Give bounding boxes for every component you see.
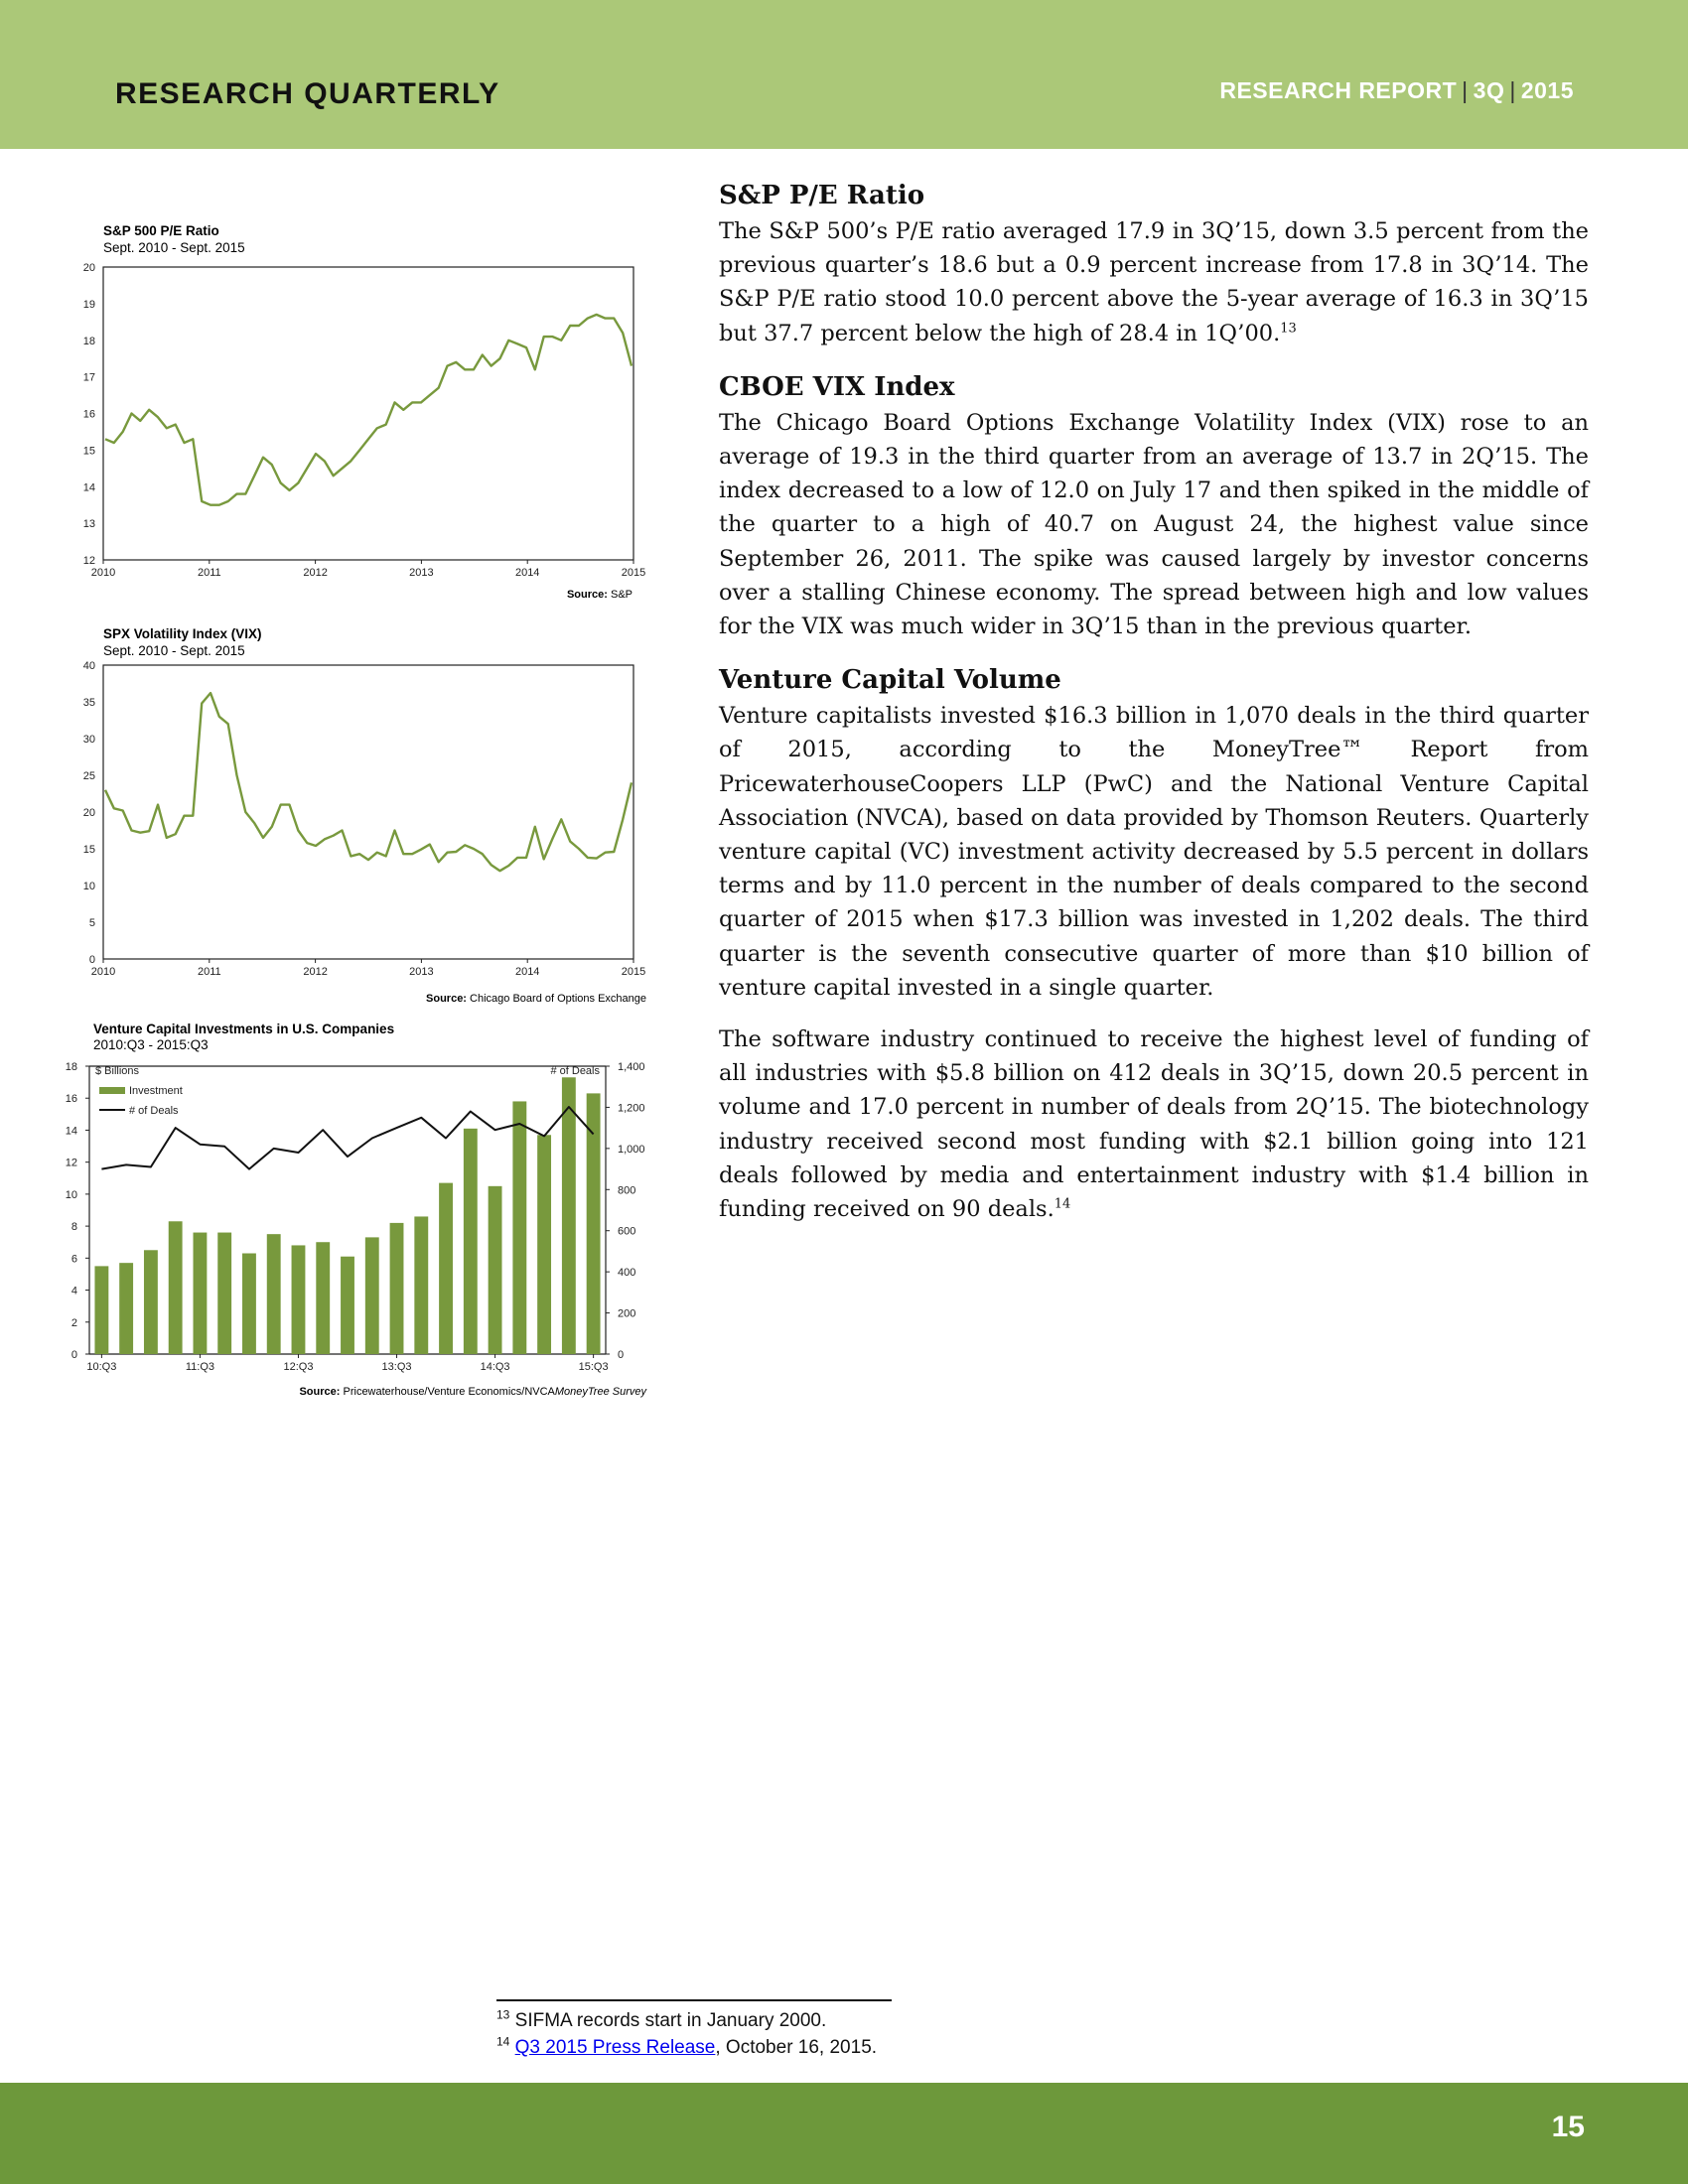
x-tick-label: 14:Q3 xyxy=(480,1361,510,1373)
legend-investment-label: Investment xyxy=(129,1085,183,1097)
investment-bar xyxy=(267,1234,281,1354)
y-tick-label: 14 xyxy=(65,1125,77,1138)
y-tick-label: 18 xyxy=(82,335,95,347)
pe-ratio-paragraph xyxy=(719,214,1589,350)
y-tick-label: 35 xyxy=(82,697,95,709)
chart-subtitle: 2010:Q3 - 2015:Q3 xyxy=(93,1037,209,1052)
legend-investment-swatch xyxy=(99,1087,125,1094)
vix-chart xyxy=(70,619,665,1007)
report-name: RESEARCH REPORT xyxy=(1219,77,1458,103)
venture-capital-paragraph-2 xyxy=(719,1023,1589,1226)
chart-source xyxy=(299,1386,647,1398)
x-tick-label: 2010 xyxy=(90,966,116,978)
legend-deals-label: # of Deals xyxy=(129,1105,179,1117)
y-tick-label: 10 xyxy=(65,1188,77,1201)
investment-bar xyxy=(439,1183,453,1354)
investment-bar xyxy=(489,1186,502,1354)
venture-capital-heading: Venture Capital Volume xyxy=(719,665,1061,696)
y-tick-label: 18 xyxy=(65,1061,77,1073)
investment-bar xyxy=(119,1263,133,1354)
x-tick-label: 12:Q3 xyxy=(283,1361,314,1373)
x-tick-label: 2014 xyxy=(514,567,540,579)
y-tick-label: 14 xyxy=(82,481,95,494)
page-footer xyxy=(0,2083,1688,2184)
y-tick-label: 40 xyxy=(82,660,95,672)
x-tick-label: 2012 xyxy=(303,567,328,579)
footnote-text: , October 16, 2015. xyxy=(715,2037,878,2058)
investment-bar xyxy=(512,1101,526,1354)
publication-title: RESEARCH QUARTERLY xyxy=(115,77,500,110)
chart-subtitle: Sept. 2010 - Sept. 2015 xyxy=(103,643,245,658)
venture-capital-text-2: The software industry continued to receive the highest level of funding of all industries with $5.8 billion on 412 deals in 3Q’15, down 20.5 percent in volume and 17.0 percent in number of deals from 2Q’15. The biotechnology industry received second most funding with $2.1 billion going into 121 deals followed by media and entertainment industry with $1.4 billion in funding received on 90 deals. xyxy=(719,1026,1589,1223)
chart-subtitle: Sept. 2010 - Sept. 2015 xyxy=(103,240,245,255)
y2-tick-label: 200 xyxy=(618,1307,636,1320)
investment-bar xyxy=(292,1245,306,1354)
source-text: S&P xyxy=(610,589,633,601)
x-tick-label: 2010 xyxy=(90,567,116,579)
y-tick-label: 10 xyxy=(82,881,95,892)
y-tick-label: 13 xyxy=(82,518,95,531)
x-tick-label: 2011 xyxy=(197,966,221,978)
venture-capital-chart-svg xyxy=(65,1017,665,1404)
footnote-13 xyxy=(496,2007,877,2034)
footnote-number: 14 xyxy=(496,2034,510,2049)
source-text: Pricewaterhouse/Venture Economics/NVCA xyxy=(343,1386,555,1398)
vix-heading: CBOE VIX Index xyxy=(719,371,955,402)
footnote-ref-14: 14 xyxy=(1054,1196,1071,1212)
y-tick-label: 0 xyxy=(70,1349,77,1361)
pe-ratio-text: The S&P 500’s P/E ratio averaged 17.9 in 3Q’15, down 3.5 percent from the previous quarter’s 18.6 but a 0.9 percent increase from 17.8 in 3Q’14. The S&P P/E ratio stood 10.0 percent above the 5-year average of 16.3 in 3Q’15 but 37.7 percent below the high of 28.4 in 1Q’00. xyxy=(719,218,1589,346)
page-header xyxy=(0,0,1688,149)
venture-capital-paragraph-1: Venture capitalists invested $16.3 billion in 1,070 deals in the third quarter of 2015, according to the MoneyTree™ Report from PricewaterhouseCoopers LLP (PwC) and the National Venture Capital Association (NVCA), based on data provided by Thomson Reuters. Quarterly venture capital (VC) investment activity decreased by 5.5 percent in dollars terms and by 11.0 percent in the number of deals compared to the second quarter of 2015 when $17.3 billion was invested in 1,202 deals. The third quarter is the seventh consecutive quarter of more than $10 billion of venture capital invested in a single quarter. xyxy=(719,703,1589,1001)
y-tick-label: 15 xyxy=(82,445,95,458)
investment-bar xyxy=(94,1266,108,1354)
y2-tick-label: 400 xyxy=(618,1267,636,1280)
y-tick-label: 20 xyxy=(82,807,95,819)
investment-bar xyxy=(169,1221,183,1354)
x-tick-label: 2015 xyxy=(621,966,646,978)
press-release-link[interactable]: Q3 2015 Press Release xyxy=(514,2037,716,2058)
y-tick-label: 8 xyxy=(70,1221,77,1234)
source-label: Source: xyxy=(426,993,467,1005)
y2-tick-label: 0 xyxy=(618,1349,625,1361)
y2-tick-label: 1,400 xyxy=(618,1061,645,1073)
pe-ratio-chart-svg xyxy=(70,220,665,608)
source-italic-text: MoneyTree Survey xyxy=(554,1386,646,1398)
x-tick-label: 11:Q3 xyxy=(185,1361,215,1373)
investment-bar xyxy=(365,1237,379,1354)
y-tick-label: 5 xyxy=(88,917,95,929)
series-line xyxy=(105,315,632,505)
source-label: Source: xyxy=(299,1386,341,1398)
vix-chart-svg xyxy=(70,619,665,1007)
chart-title: S&P 500 P/E Ratio xyxy=(103,223,219,238)
chart-source xyxy=(426,993,646,1005)
y-tick-label: 12 xyxy=(82,555,95,567)
article-column xyxy=(719,177,1589,1244)
x-tick-label: 2013 xyxy=(409,567,434,579)
y-tick-label: 15 xyxy=(82,844,95,856)
footnotes xyxy=(496,2007,877,2061)
y-tick-label: 30 xyxy=(82,734,95,746)
pe-ratio-heading: S&P P/E Ratio xyxy=(719,181,925,210)
investment-bar xyxy=(242,1254,256,1355)
investment-bar xyxy=(217,1233,231,1354)
investment-bar xyxy=(587,1093,601,1354)
separator: | xyxy=(1462,77,1469,103)
investment-bar xyxy=(341,1257,354,1354)
plot-frame xyxy=(103,267,633,560)
investment-bar xyxy=(537,1135,551,1354)
y2-tick-label: 1,000 xyxy=(618,1143,645,1156)
y-tick-label: 20 xyxy=(82,262,95,274)
page-number: 15 xyxy=(1551,2111,1585,2143)
y-tick-label: 16 xyxy=(82,408,95,421)
footnote-ref-13: 13 xyxy=(1280,321,1297,337)
investment-bar xyxy=(562,1077,576,1354)
y-tick-label: 0 xyxy=(88,954,95,966)
plot-frame xyxy=(103,665,633,959)
investment-bar xyxy=(144,1250,158,1354)
vix-paragraph: The Chicago Board Options Exchange Volatility Index (VIX) rose to an average of 19.3 in the third quarter from an average of 13.7 in 2Q’15. The index decreased to a low of 12.0 on July 17 and then spiked in the middle of the quarter to a high of 40.7 on August 24, the highest value since September 26, 2011. The spike was caused largely by investor concerns over a stalling Chinese economy. The spread between high and low values for the VIX was much wider in 3Q’15 than in the previous quarter. xyxy=(719,409,1589,640)
investment-bar xyxy=(390,1223,404,1354)
y2-tick-label: 1,200 xyxy=(618,1102,645,1115)
source-text: Chicago Board of Options Exchange xyxy=(470,993,646,1005)
y-tick-label: 2 xyxy=(70,1316,77,1329)
y-tick-label: 12 xyxy=(65,1157,77,1169)
investment-bar xyxy=(464,1129,478,1354)
y-tick-label: 16 xyxy=(65,1093,77,1106)
footnote-divider xyxy=(496,1999,892,2001)
pe-ratio-chart xyxy=(70,220,665,608)
x-tick-label: 13:Q3 xyxy=(381,1361,412,1373)
x-tick-label: 2011 xyxy=(197,567,221,579)
y2-tick-label: 600 xyxy=(618,1225,636,1238)
investment-bar xyxy=(316,1242,330,1354)
left-axis-label: $ Billions xyxy=(95,1065,140,1077)
venture-capital-chart xyxy=(65,1017,665,1404)
x-tick-label: 15:Q3 xyxy=(578,1361,609,1373)
report-year: 2015 xyxy=(1520,77,1574,103)
chart-source xyxy=(567,589,633,601)
y2-tick-label: 800 xyxy=(618,1184,636,1197)
y-tick-label: 4 xyxy=(70,1285,77,1297)
x-tick-label: 2012 xyxy=(303,966,328,978)
x-tick-label: 2014 xyxy=(514,966,540,978)
investment-bar xyxy=(414,1216,428,1354)
footnote-number: 13 xyxy=(496,2007,510,2022)
investment-bar xyxy=(193,1233,207,1354)
report-quarter: 3Q xyxy=(1473,77,1505,103)
y-tick-label: 19 xyxy=(82,298,95,311)
y-tick-label: 25 xyxy=(82,770,95,782)
series-line xyxy=(105,693,632,871)
report-label xyxy=(1219,77,1574,104)
chart-title: SPX Volatility Index (VIX) xyxy=(103,626,262,641)
x-tick-label: 2013 xyxy=(409,966,434,978)
chart-title: Venture Capital Investments in U.S. Companies xyxy=(93,1022,395,1036)
footnote-14 xyxy=(496,2034,877,2061)
y-tick-label: 6 xyxy=(70,1253,77,1266)
separator: | xyxy=(1509,77,1516,103)
right-axis-label: # of Deals xyxy=(550,1065,600,1077)
source-label: Source: xyxy=(566,589,608,601)
y-tick-label: 17 xyxy=(82,371,95,384)
x-tick-label: 2015 xyxy=(621,567,646,579)
x-tick-label: 10:Q3 xyxy=(86,1361,117,1373)
footnote-text: SIFMA records start in January 2000. xyxy=(514,2010,827,2031)
